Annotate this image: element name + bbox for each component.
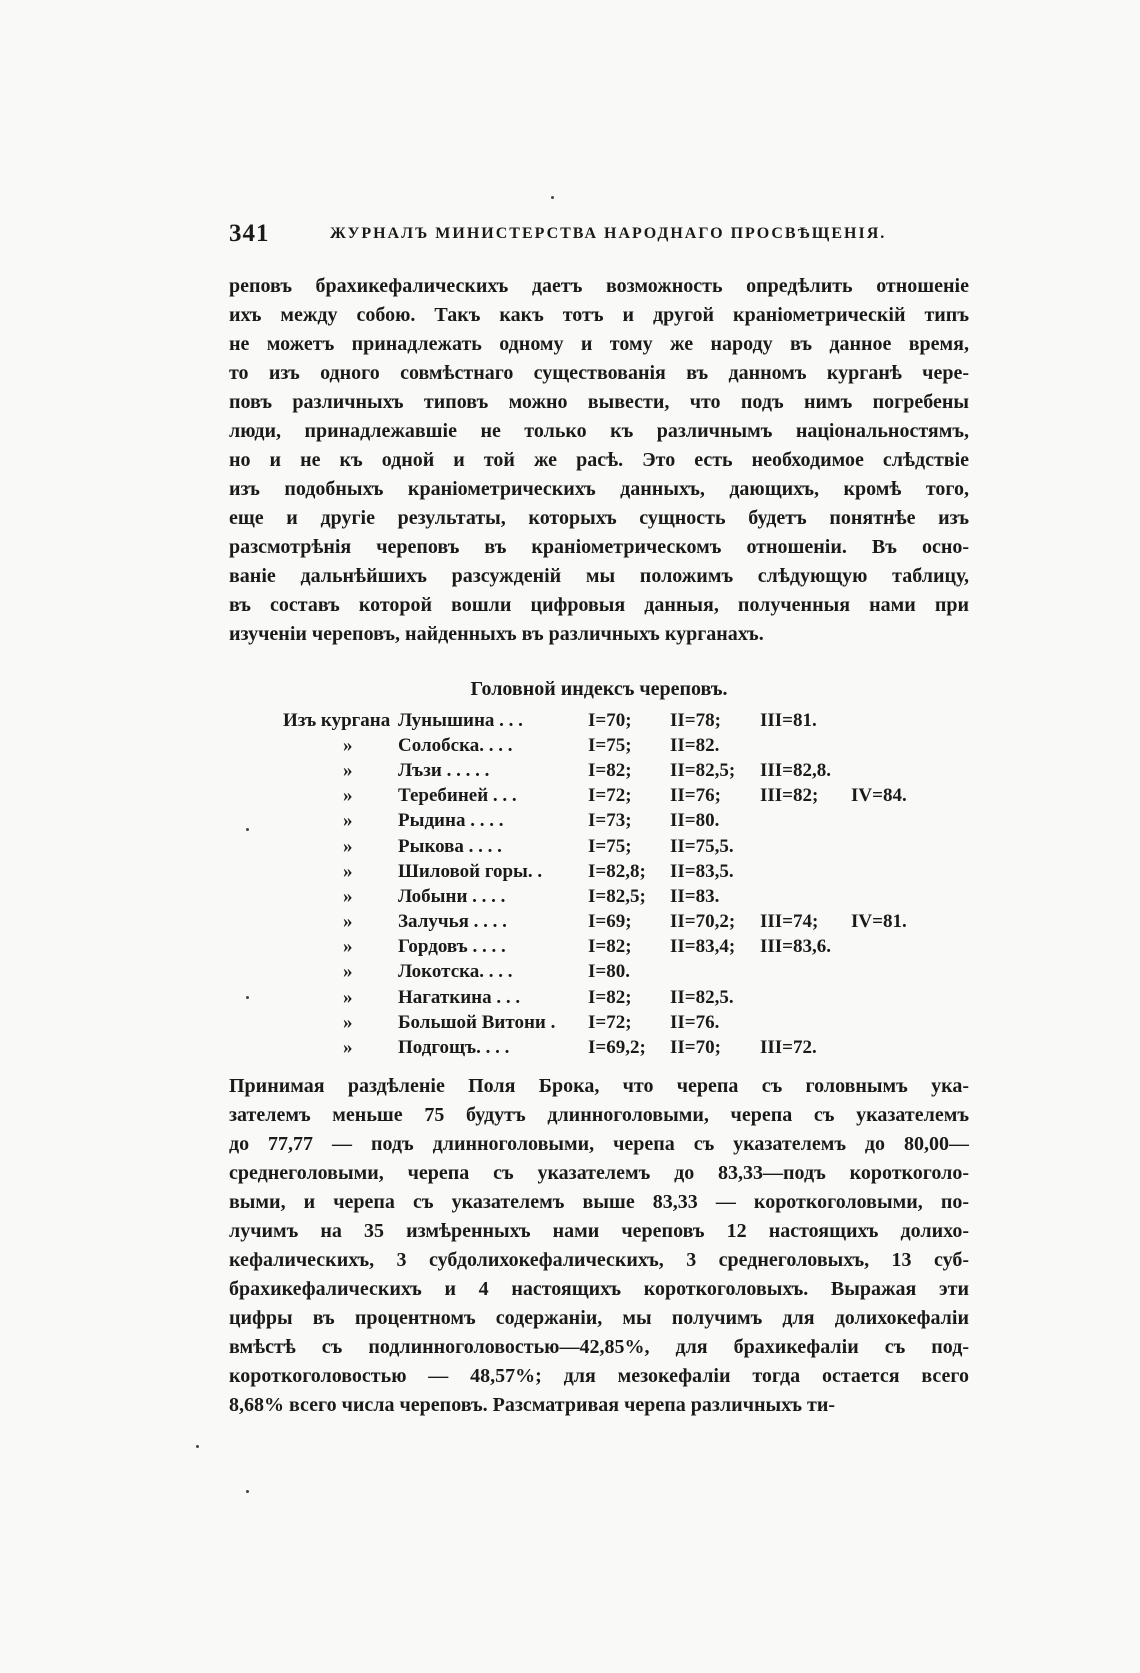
text-line: выми, и черепа съ указателемъ выше 83,33 — короткоголовыми, по- — [229, 1191, 969, 1213]
index-iii — [760, 884, 851, 909]
text-line: разсмотрѣнія череповъ въ краніометрическомъ отношеніи. Въ осно- — [229, 536, 969, 558]
table-row — [283, 758, 931, 783]
row-prefix — [283, 985, 398, 1010]
index-ii: II=82,5; — [670, 759, 736, 781]
ditto-mark: » — [343, 961, 353, 983]
row-prefix — [283, 859, 398, 884]
text-line: вмѣстѣ съ подлинноголовостью—42,85%, для брахикефаліи съ под- — [229, 1336, 969, 1358]
index-iii: III=72. — [760, 1037, 817, 1059]
ditto-mark: » — [343, 835, 353, 857]
index-i: I=82; — [588, 759, 632, 781]
text-line: еще и другіе результаты, которыхъ сущность будетъ понятнѣе изъ — [229, 507, 969, 529]
index-ii: II=82. — [670, 734, 720, 756]
kurgan-name: Лъзи . . . . . — [398, 759, 490, 781]
index-ii: II=80. — [670, 810, 720, 832]
index-i: I=75; — [588, 835, 632, 857]
table-row — [283, 910, 931, 935]
index-iii — [760, 960, 851, 985]
index-ii: II=70,2; — [670, 911, 736, 933]
table-row — [283, 1035, 931, 1060]
index-iv — [851, 960, 931, 985]
table-title: Головной индексъ череповъ. — [470, 678, 728, 700]
table-row — [283, 834, 931, 859]
cephalic-index-table — [283, 708, 931, 1061]
index-iv: IV=84. — [851, 785, 907, 807]
text-line: то изъ одного совмѣстнаго существованія въ данномъ курганѣ чере- — [229, 362, 969, 384]
index-ii: II=75,5. — [670, 835, 734, 857]
index-ii: II=76. — [670, 1011, 720, 1033]
scan-speck — [551, 196, 554, 199]
index-iv — [851, 758, 931, 783]
kurgan-name: Рыдина . . . . — [398, 810, 504, 832]
index-iv — [851, 884, 931, 909]
index-i: I=82,8; — [588, 860, 646, 882]
table-row — [283, 708, 931, 733]
scan-speck — [246, 1490, 249, 1493]
index-i: I=72; — [588, 1011, 632, 1033]
index-iv — [851, 985, 931, 1010]
table-row — [283, 784, 931, 809]
ditto-mark: » — [343, 911, 353, 933]
text-line: до 77,77 — подъ длинноголовыми, черепа съ указателемъ до 80,00— — [229, 1133, 969, 1155]
index-iii — [760, 985, 851, 1010]
index-iv — [851, 809, 931, 834]
ditto-mark: » — [343, 936, 353, 958]
kurgan-name: Лунышина . . . — [398, 709, 523, 731]
index-iii — [760, 859, 851, 884]
text-line: короткоголовостью — 48,57%; для мезокефаліи тогда остается всего — [229, 1365, 969, 1387]
text-line: лучимъ на 35 измѣренныхъ нами череповъ 12 настоящихъ долихо- — [229, 1220, 969, 1242]
row-prefix — [283, 809, 398, 834]
kurgan-name: Шиловой горы. . — [398, 860, 543, 882]
index-iv: IV=81. — [851, 911, 907, 933]
row-prefix — [283, 884, 398, 909]
index-i: I=75; — [588, 734, 632, 756]
index-iii — [760, 1010, 851, 1035]
text-line: брахикефалическихъ и 4 настоящихъ короткоголовыхъ. Выражая эти — [229, 1278, 969, 1300]
row-prefix: Изъ кургана — [283, 709, 391, 731]
index-i: I=70; — [588, 709, 632, 731]
table-row — [283, 935, 931, 960]
index-iv — [851, 1035, 931, 1060]
ditto-mark: » — [343, 785, 353, 807]
index-iv — [851, 1010, 931, 1035]
page-header — [229, 220, 969, 256]
table-row — [283, 809, 931, 834]
index-i: I=69; — [588, 911, 632, 933]
index-ii: II=83,4; — [670, 936, 736, 958]
kurgan-name: Нагаткина . . . — [398, 986, 521, 1008]
paragraph-2 — [229, 1072, 969, 1420]
index-ii: II=78; — [670, 709, 721, 731]
text-line: изъ подобныхъ краніометрическихъ данныхъ, дающихъ, кромѣ того, — [229, 478, 969, 500]
row-prefix — [283, 960, 398, 985]
ditto-mark: » — [343, 810, 353, 832]
index-iv — [851, 859, 931, 884]
index-iv — [851, 834, 931, 859]
text-line: реповъ брахикефалическихъ даетъ возможность опредѣлить отношеніе — [229, 275, 969, 297]
index-iii — [760, 809, 851, 834]
table-row — [283, 884, 931, 909]
index-ii: II=76; — [670, 785, 721, 807]
scan-speck — [246, 996, 249, 999]
page-number: 341 — [229, 220, 270, 247]
index-iii — [760, 733, 851, 758]
text-line: не можетъ принадлежать одному и тому же народу въ данное время, — [229, 333, 969, 355]
kurgan-name: Гордовъ . . . . — [398, 936, 506, 958]
ditto-mark: » — [343, 860, 353, 882]
paragraph-1 — [229, 272, 969, 649]
index-i: I=69,2; — [588, 1037, 646, 1059]
text-line: но и не къ одной и той же расѣ. Это есть необходимое слѣдствіе — [229, 449, 969, 471]
ditto-mark: » — [343, 759, 353, 781]
text-line: люди, принадлежавшіе не только къ различнымъ національностямъ, — [229, 420, 969, 442]
ditto-mark: » — [343, 986, 353, 1008]
index-i: I=73; — [588, 810, 632, 832]
kurgan-name: Солобска. . . . — [398, 734, 513, 756]
row-prefix — [283, 784, 398, 809]
ditto-mark: » — [343, 1011, 353, 1033]
row-prefix — [283, 733, 398, 758]
index-i: I=82; — [588, 936, 632, 958]
row-prefix — [283, 935, 398, 960]
index-ii — [670, 960, 760, 985]
scan-speck — [246, 828, 249, 831]
text-line: ваніе дальнѣйшихъ разсужденій мы положимъ слѣдующую таблицу, — [229, 565, 969, 587]
index-iii: III=82,8. — [760, 759, 832, 781]
text-line: зателемъ меньше 75 будутъ длинноголовыми, черепа съ указателемъ — [229, 1104, 969, 1126]
text-line: въ составъ которой вошли цифровыя данныя, полученныя нами при — [229, 594, 969, 616]
row-prefix — [283, 910, 398, 935]
text-line: изученіи череповъ, найденныхъ въ различныхъ курганахъ. — [229, 623, 764, 645]
text-line: кефалическихъ, 3 субдолихокефалическихъ, 3 среднеголовыхъ, 13 суб- — [229, 1249, 969, 1271]
index-iii: III=81. — [760, 709, 817, 731]
row-prefix — [283, 1010, 398, 1035]
index-i: I=72; — [588, 785, 632, 807]
kurgan-name: Подгощъ. . . . — [398, 1037, 510, 1059]
kurgan-name: Теребиней . . . — [398, 785, 517, 807]
index-iv — [851, 935, 931, 960]
kurgan-name: Локотска. . . . — [398, 961, 513, 983]
row-prefix — [283, 758, 398, 783]
text-line: Принимая раздѣленіе Поля Брока, что черепа съ головнымъ ука- — [229, 1075, 969, 1097]
table-row — [283, 859, 931, 884]
kurgan-name: Залучья . . . . — [398, 911, 507, 933]
table-row — [283, 960, 931, 985]
index-iii: III=74; — [760, 911, 819, 933]
scan-speck — [196, 1445, 199, 1448]
index-iii — [760, 834, 851, 859]
index-iii: III=83,6. — [760, 936, 832, 958]
index-iii: III=82; — [760, 785, 819, 807]
kurgan-name: Лобыни . . . . — [398, 885, 506, 907]
index-iv — [851, 708, 931, 733]
text-line: повъ различныхъ типовъ можно вывести, что подъ нимъ погребены — [229, 391, 969, 413]
table-row — [283, 733, 931, 758]
row-prefix — [283, 834, 398, 859]
text-line: цифры въ процентномъ содержаніи, мы получимъ для долихокефаліи — [229, 1307, 969, 1329]
ditto-mark: » — [343, 885, 353, 907]
ditto-mark: » — [343, 734, 353, 756]
index-iv — [851, 733, 931, 758]
row-prefix — [283, 1035, 398, 1060]
index-ii: II=83. — [670, 885, 720, 907]
index-ii: II=83,5. — [670, 860, 734, 882]
table-row — [283, 985, 931, 1010]
text-line: 8,68% всего числа череповъ. Разсматривая черепа различныхъ ти- — [229, 1394, 836, 1416]
index-ii: II=70; — [670, 1037, 721, 1059]
text-line: среднеголовыми, черепа съ указателемъ до 83,33—подъ короткоголо- — [229, 1162, 969, 1184]
index-i: I=82,5; — [588, 885, 646, 907]
index-i: I=82; — [588, 986, 632, 1008]
kurgan-name: Большой Витони . — [398, 1011, 556, 1033]
text-line: ихъ между собою. Такъ какъ тотъ и другой краніометрическій типъ — [229, 304, 969, 326]
running-title: ЖУРНАЛЪ МИНИСТЕРСТВА НАРОДНАГО ПРОСВѢЩЕНІЯ. — [330, 225, 887, 242]
kurgan-name: Рыкова . . . . — [398, 835, 502, 857]
index-ii: II=82,5. — [670, 986, 734, 1008]
table-row — [283, 1010, 931, 1035]
ditto-mark: » — [343, 1037, 353, 1059]
index-i: I=80. — [588, 961, 630, 983]
